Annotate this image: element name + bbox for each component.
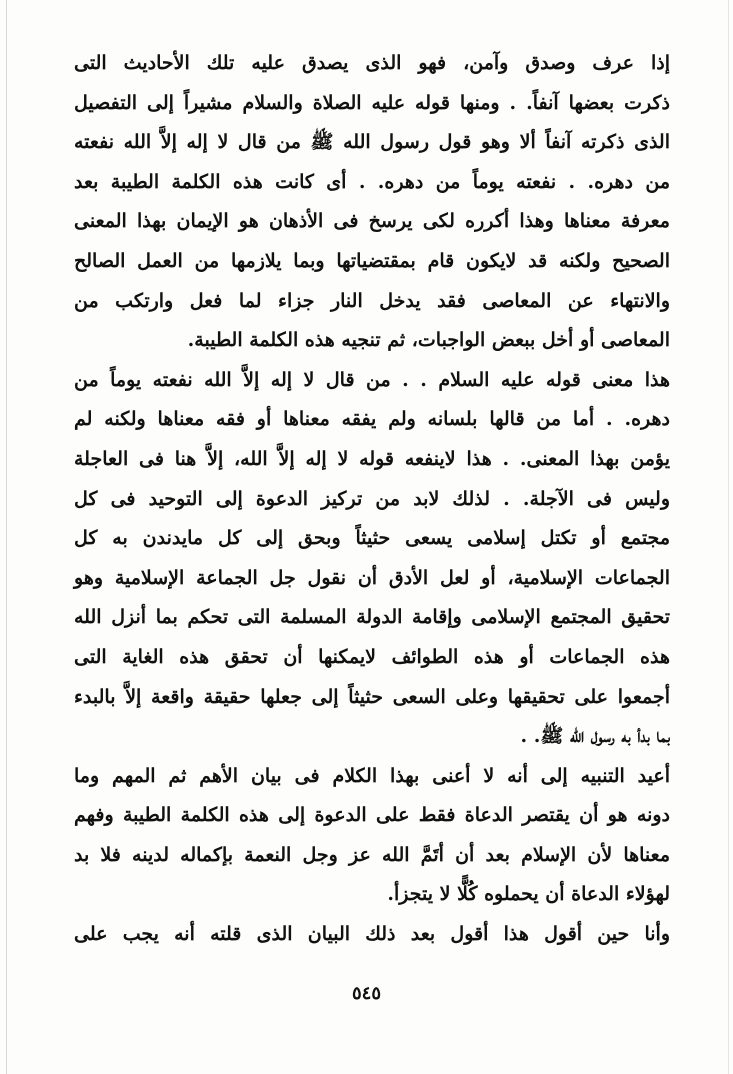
text-line: الصحيح ولكنه قد لايكون قام بمقتضياتها وبما يلازمها من العمل الصالح <box>74 249 670 272</box>
text-line: المعاصى أو أخل ببعض الواجبات، ثم تنجيه هذه الكلمة الطيبة. <box>187 329 670 352</box>
text-line: ذكرت بعضها آنفاً. . ومنها قوله عليه الصلاة والسلام مشيراً إلى التفصيل <box>74 91 670 114</box>
text-line: هذه الجماعات أو هذه الطوائف لايمكنها أن تحقق هذه الغاية التى <box>74 645 670 668</box>
body-text <box>74 44 670 955</box>
text-line: إذا عرف وصدق وآمن، فهو الذى يصدق عليه تلك الأحاديث التى <box>74 52 670 74</box>
text-line: دهره. . أما من قالها بلسانه ولم يفقه معناها أو فقه معناها ولكنه لم <box>74 408 670 431</box>
text-line: أعيد التنبيه إلى أنه لا أعنى بهذا الكلام فى بيان الأهم ثم المهم وما <box>74 764 670 787</box>
text-line: مجتمع أو تكتل إسلامى يسعى حثيثاً وبحق إلى كل مايدندن به كل <box>74 527 670 550</box>
text-line: لهؤلاء الدعاة أن يحملوه كُلًّا لا يتجزأ. <box>387 883 670 906</box>
text-line: أجمعوا على تحقيقها وعلى السعى حثيثاً إلى جعلها حقيقة واقعة إلاَّ بالبدء <box>74 685 670 708</box>
text-line: هذا معنى قوله عليه السلام . . من قال لا إله إلاَّ الله نفعته يوماً من <box>74 368 670 391</box>
text-line: بما بدأ به رسول الله ﷺ. . <box>520 725 670 748</box>
text-line: معناها لأن الإسلام بعد أن أتَمَّ الله عز وجل النعمة بإكماله لدينه فلا بد <box>74 843 670 866</box>
scan-edge-left <box>6 0 7 1074</box>
text-line: والانتهاء عن المعاصى فقد يدخل النار جزاء لما فعل وارتكب من <box>74 289 670 312</box>
text-line: تحقيق المجتمع الإسلامى وإقامة الدولة المسلمة التى تحكم بما أنزل الله <box>74 606 670 629</box>
text-line: وليس فى الآجلة. . لذلك لابد من تركيز الدعوة إلى التوحيد فى كل <box>74 487 670 510</box>
text-line: معرفة معناها وهذا أكرره لكى يرسخ فى الأذهان هو الإيمان بهذا المعنى <box>74 210 670 233</box>
page-number: ٥٤٥ <box>351 983 381 1004</box>
text-line: يؤمن بهذا المعنى. . هذا لاينفعه قوله لا إله إلاَّ الله، إلاَّ هنا فى العاجلة <box>74 447 670 470</box>
text-line: الجماعات الإسلامية، أو لعل الأدق أن نقول جل الجماعة الإسلامية وهو <box>74 566 670 589</box>
text-line: وأنا حين أقول هذا أقول بعد ذلك البيان الذى قلته أنه يجب على <box>74 923 670 946</box>
text-line: الذى ذكرته آنفاً ألا وهو قول رسول الله ﷺ من قال لا إله إلاَّ الله نفعته <box>74 131 670 154</box>
text-line: دونه هو أن يقتصر الدعاة فقط على الدعوة إلى هذه الكلمة الطيبة وفهم <box>74 804 670 827</box>
text-line: من دهره. . نفعته يوماً من دهره. . أى كانت هذه الكلمة الطيبة بعد <box>74 170 670 193</box>
scan-edge-right <box>728 0 729 1074</box>
